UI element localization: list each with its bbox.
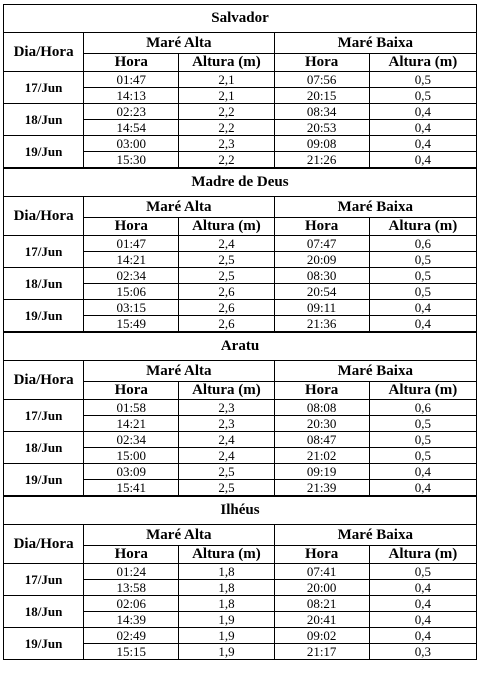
high-time-cell: 15:06 — [84, 284, 179, 300]
high-time-cell: 14:39 — [84, 612, 179, 628]
low-time-header: Hora — [274, 382, 369, 400]
high-height-cell: 2,3 — [179, 136, 274, 152]
low-tide-header: Maré Baixa — [274, 33, 476, 54]
high-height-cell: 2,6 — [179, 300, 274, 316]
high-time-cell: 03:09 — [84, 464, 179, 480]
low-height-cell: 0,5 — [369, 268, 476, 284]
high-height-cell: 2,5 — [179, 252, 274, 268]
station-table — [3, 496, 477, 660]
low-time-cell: 08:34 — [274, 104, 369, 120]
low-height-header: Altura (m) — [369, 546, 476, 564]
high-time-cell: 15:00 — [84, 448, 179, 464]
low-height-header: Altura (m) — [369, 218, 476, 236]
day-label: 17/Jun — [4, 236, 84, 268]
high-tide-header: Maré Alta — [84, 525, 274, 546]
high-time-cell: 15:49 — [84, 316, 179, 332]
low-time-cell: 08:30 — [274, 268, 369, 284]
high-height-header: Altura (m) — [179, 218, 274, 236]
day-hour-header: Dia/Hora — [4, 33, 84, 72]
day-label: 19/Jun — [4, 628, 84, 660]
low-time-cell: 09:02 — [274, 628, 369, 644]
high-tide-header: Maré Alta — [84, 197, 274, 218]
day-label: 17/Jun — [4, 72, 84, 104]
low-time-cell: 09:08 — [274, 136, 369, 152]
day-label: 18/Jun — [4, 432, 84, 464]
low-height-cell: 0,4 — [369, 628, 476, 644]
low-height-header: Altura (m) — [369, 54, 476, 72]
table-row — [4, 564, 477, 580]
high-time-cell: 15:30 — [84, 152, 179, 168]
low-time-cell: 20:15 — [274, 88, 369, 104]
high-time-cell: 02:23 — [84, 104, 179, 120]
high-height-cell: 1,8 — [179, 580, 274, 596]
low-height-cell: 0,5 — [369, 88, 476, 104]
table-row — [4, 300, 477, 316]
high-time-cell: 14:21 — [84, 252, 179, 268]
high-time-cell: 02:49 — [84, 628, 179, 644]
high-time-cell: 03:15 — [84, 300, 179, 316]
day-label: 17/Jun — [4, 564, 84, 596]
low-time-cell: 21:02 — [274, 448, 369, 464]
low-height-cell: 0,4 — [369, 480, 476, 496]
high-time-cell: 01:47 — [84, 72, 179, 88]
high-time-cell: 13:58 — [84, 580, 179, 596]
table-row — [4, 464, 477, 480]
high-height-cell: 2,6 — [179, 316, 274, 332]
station-table — [3, 4, 477, 168]
station-table — [3, 332, 477, 496]
low-time-cell: 21:17 — [274, 644, 369, 660]
table-row — [4, 104, 477, 120]
table-row — [4, 136, 477, 152]
high-time-header: Hora — [84, 382, 179, 400]
high-height-cell: 2,5 — [179, 480, 274, 496]
high-height-cell: 1,9 — [179, 628, 274, 644]
low-time-cell: 08:47 — [274, 432, 369, 448]
high-height-header: Altura (m) — [179, 54, 274, 72]
low-height-cell: 0,5 — [369, 564, 476, 580]
high-time-header: Hora — [84, 546, 179, 564]
high-height-cell: 1,8 — [179, 564, 274, 580]
low-time-cell: 08:08 — [274, 400, 369, 416]
day-hour-header: Dia/Hora — [4, 525, 84, 564]
high-height-cell: 2,3 — [179, 416, 274, 432]
low-height-cell: 0,4 — [369, 104, 476, 120]
low-height-cell: 0,5 — [369, 416, 476, 432]
high-time-cell: 01:58 — [84, 400, 179, 416]
low-tide-header: Maré Baixa — [274, 361, 476, 382]
high-height-header: Altura (m) — [179, 546, 274, 564]
station-name: Salvador — [4, 5, 477, 33]
day-label: 18/Jun — [4, 596, 84, 628]
low-time-header: Hora — [274, 54, 369, 72]
day-label: 19/Jun — [4, 464, 84, 496]
low-height-cell: 0,3 — [369, 644, 476, 660]
high-height-cell: 2,4 — [179, 432, 274, 448]
high-height-header: Altura (m) — [179, 382, 274, 400]
high-time-cell: 14:54 — [84, 120, 179, 136]
high-time-cell: 14:13 — [84, 88, 179, 104]
low-height-cell: 0,4 — [369, 316, 476, 332]
day-label: 17/Jun — [4, 400, 84, 432]
low-time-cell: 20:00 — [274, 580, 369, 596]
station-name: Aratu — [4, 333, 477, 361]
table-row — [4, 596, 477, 612]
low-height-cell: 0,4 — [369, 120, 476, 136]
table-row — [4, 432, 477, 448]
high-time-cell: 15:15 — [84, 644, 179, 660]
table-row — [4, 628, 477, 644]
low-height-cell: 0,4 — [369, 596, 476, 612]
low-time-cell: 21:39 — [274, 480, 369, 496]
low-time-cell: 20:09 — [274, 252, 369, 268]
high-height-cell: 2,6 — [179, 284, 274, 300]
high-height-cell: 2,5 — [179, 464, 274, 480]
table-row — [4, 236, 477, 252]
low-height-cell: 0,4 — [369, 152, 476, 168]
high-height-cell: 2,2 — [179, 120, 274, 136]
high-time-header: Hora — [84, 218, 179, 236]
low-height-cell: 0,4 — [369, 580, 476, 596]
high-height-cell: 1,8 — [179, 596, 274, 612]
low-time-cell: 08:21 — [274, 596, 369, 612]
high-height-cell: 2,1 — [179, 72, 274, 88]
table-row — [4, 400, 477, 416]
low-height-cell: 0,5 — [369, 72, 476, 88]
high-height-cell: 2,2 — [179, 104, 274, 120]
low-tide-header: Maré Baixa — [274, 525, 476, 546]
high-time-cell: 15:41 — [84, 480, 179, 496]
low-time-cell: 07:41 — [274, 564, 369, 580]
high-time-cell: 02:06 — [84, 596, 179, 612]
high-height-cell: 2,3 — [179, 400, 274, 416]
high-tide-header: Maré Alta — [84, 33, 274, 54]
high-time-cell: 01:47 — [84, 236, 179, 252]
high-height-cell: 2,1 — [179, 88, 274, 104]
low-height-cell: 0,5 — [369, 448, 476, 464]
table-row — [4, 268, 477, 284]
high-time-cell: 01:24 — [84, 564, 179, 580]
high-height-cell: 2,4 — [179, 448, 274, 464]
station-name: Ilhéus — [4, 497, 477, 525]
high-tide-header: Maré Alta — [84, 361, 274, 382]
low-height-cell: 0,4 — [369, 612, 476, 628]
low-time-header: Hora — [274, 546, 369, 564]
high-time-cell: 03:00 — [84, 136, 179, 152]
day-label: 19/Jun — [4, 300, 84, 332]
table-row — [4, 72, 477, 88]
station-table — [3, 168, 477, 332]
station-name: Madre de Deus — [4, 169, 477, 197]
high-time-header: Hora — [84, 54, 179, 72]
low-height-header: Altura (m) — [369, 382, 476, 400]
high-height-cell: 1,9 — [179, 612, 274, 628]
low-time-cell: 07:47 — [274, 236, 369, 252]
high-time-cell: 14:21 — [84, 416, 179, 432]
low-time-cell: 20:53 — [274, 120, 369, 136]
low-time-cell: 09:19 — [274, 464, 369, 480]
low-height-cell: 0,6 — [369, 400, 476, 416]
low-time-cell: 21:36 — [274, 316, 369, 332]
high-height-cell: 2,2 — [179, 152, 274, 168]
high-time-cell: 02:34 — [84, 432, 179, 448]
day-label: 18/Jun — [4, 104, 84, 136]
low-height-cell: 0,4 — [369, 464, 476, 480]
low-height-cell: 0,5 — [369, 432, 476, 448]
high-height-cell: 2,4 — [179, 236, 274, 252]
low-height-cell: 0,5 — [369, 284, 476, 300]
low-height-cell: 0,4 — [369, 136, 476, 152]
low-time-cell: 20:41 — [274, 612, 369, 628]
day-label: 18/Jun — [4, 268, 84, 300]
low-tide-header: Maré Baixa — [274, 197, 476, 218]
low-height-cell: 0,5 — [369, 252, 476, 268]
low-time-cell: 21:26 — [274, 152, 369, 168]
high-height-cell: 2,5 — [179, 268, 274, 284]
day-hour-header: Dia/Hora — [4, 361, 84, 400]
low-time-cell: 20:30 — [274, 416, 369, 432]
tide-tables — [3, 4, 477, 660]
day-label: 19/Jun — [4, 136, 84, 168]
low-time-cell: 09:11 — [274, 300, 369, 316]
low-time-cell: 20:54 — [274, 284, 369, 300]
high-time-cell: 02:34 — [84, 268, 179, 284]
high-height-cell: 1,9 — [179, 644, 274, 660]
low-height-cell: 0,6 — [369, 236, 476, 252]
day-hour-header: Dia/Hora — [4, 197, 84, 236]
low-height-cell: 0,4 — [369, 300, 476, 316]
low-time-cell: 07:56 — [274, 72, 369, 88]
low-time-header: Hora — [274, 218, 369, 236]
